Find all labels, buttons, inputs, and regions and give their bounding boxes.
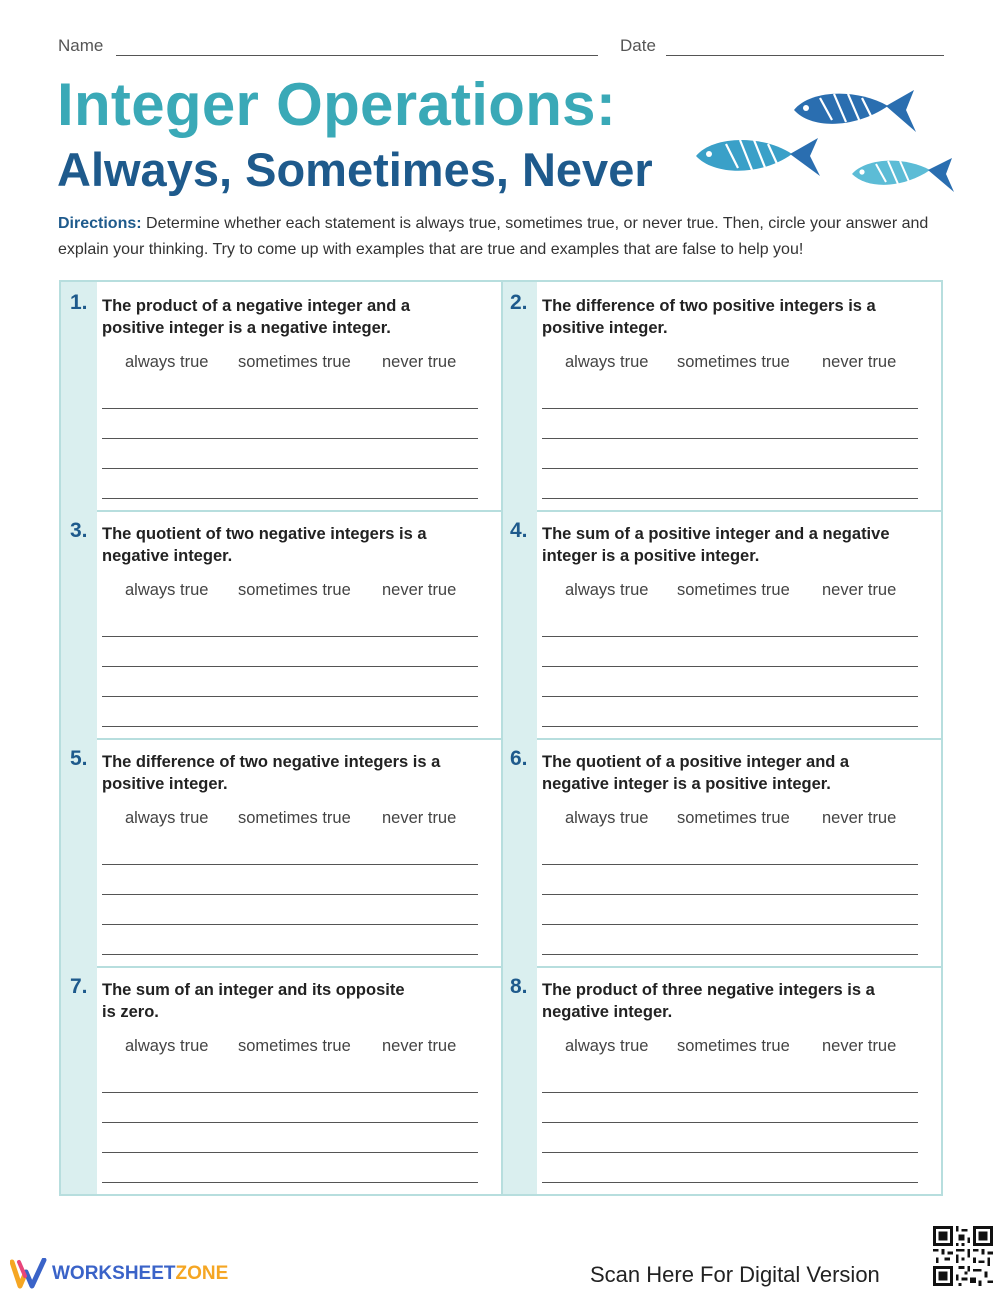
answer-line[interactable] xyxy=(542,438,918,439)
answer-line[interactable] xyxy=(542,864,918,865)
option-sometimes-true[interactable]: sometimes true xyxy=(677,353,790,371)
answer-line[interactable] xyxy=(542,636,918,637)
number-band xyxy=(501,510,537,738)
worksheet-zone-logo-icon xyxy=(10,1258,48,1290)
directions-text: Determine whether each statement is always true, sometimes true, or never true. Then, circle your answer and explain your thinking. Try to come up with examples that are true and examples that are false to help you! xyxy=(58,215,929,258)
option-always-true[interactable]: always true xyxy=(565,809,649,827)
answer-line[interactable] xyxy=(102,498,478,499)
date-field[interactable] xyxy=(666,55,944,56)
answer-line[interactable] xyxy=(102,1092,478,1093)
option-always-true[interactable]: always true xyxy=(125,353,209,371)
answer-line[interactable] xyxy=(102,438,478,439)
number-band xyxy=(61,282,97,510)
answer-line[interactable] xyxy=(102,954,478,955)
number-band xyxy=(61,738,97,966)
question-number: 2. xyxy=(510,291,528,314)
option-never-true[interactable]: never true xyxy=(382,581,457,599)
option-always-true[interactable]: always true xyxy=(565,581,649,599)
question-cell-8 xyxy=(501,966,941,1194)
name-date-header xyxy=(58,36,944,60)
option-sometimes-true[interactable]: sometimes true xyxy=(238,1037,351,1055)
column-divider xyxy=(501,282,503,1194)
option-never-true[interactable]: never true xyxy=(822,809,897,827)
question-statement: The sum of a positive integer and a negative integer is a positive integer. xyxy=(542,525,890,565)
question-number: 6. xyxy=(510,747,528,770)
answer-line[interactable] xyxy=(542,468,918,469)
option-never-true[interactable]: never true xyxy=(382,1037,457,1055)
directions-label: Directions: xyxy=(58,215,142,232)
number-band xyxy=(61,966,97,1194)
number-band xyxy=(501,282,537,510)
page-subtitle: Always, Sometimes, Never xyxy=(57,143,653,196)
number-band xyxy=(61,510,97,738)
number-band xyxy=(501,738,537,966)
answer-line[interactable] xyxy=(102,894,478,895)
question-statement: The difference of two negative integers is a positive integer. xyxy=(102,753,441,793)
brand-logo-text xyxy=(52,1263,228,1285)
answer-line[interactable] xyxy=(542,954,918,955)
answer-line[interactable] xyxy=(102,726,478,727)
answer-line[interactable] xyxy=(102,636,478,637)
option-sometimes-true[interactable]: sometimes true xyxy=(238,353,351,371)
option-always-true[interactable]: always true xyxy=(565,1037,649,1055)
option-sometimes-true[interactable]: sometimes true xyxy=(677,1037,790,1055)
question-cell-4 xyxy=(501,510,941,738)
option-sometimes-true[interactable]: sometimes true xyxy=(677,581,790,599)
option-never-true[interactable]: never true xyxy=(382,809,457,827)
option-sometimes-true[interactable]: sometimes true xyxy=(238,581,351,599)
answer-line[interactable] xyxy=(542,408,918,409)
answer-line[interactable] xyxy=(542,894,918,895)
answer-line[interactable] xyxy=(102,924,478,925)
answer-line[interactable] xyxy=(542,1152,918,1153)
brand-word-2: ZONE xyxy=(175,1263,229,1284)
question-statement: The product of a negative integer and a positive integer is a negative integer. xyxy=(102,297,411,337)
option-sometimes-true[interactable]: sometimes true xyxy=(238,809,351,827)
answer-line[interactable] xyxy=(542,726,918,727)
option-always-true[interactable]: always true xyxy=(125,1037,209,1055)
option-sometimes-true[interactable]: sometimes true xyxy=(677,809,790,827)
answer-line[interactable] xyxy=(542,666,918,667)
question-number: 3. xyxy=(70,519,88,542)
question-number: 4. xyxy=(510,519,528,542)
fish-illustration-icon xyxy=(848,152,958,196)
option-never-true[interactable]: never true xyxy=(822,353,897,371)
question-statement: The sum of an integer and its opposite is zero. xyxy=(102,981,405,1021)
question-statement: The quotient of a positive integer and a negative integer is a positive integer. xyxy=(542,753,850,793)
option-never-true[interactable]: never true xyxy=(382,353,457,371)
page-title: Integer Operations: xyxy=(57,71,617,138)
question-cell-1 xyxy=(61,282,501,510)
brand-word-1: WORKSHEET xyxy=(52,1263,176,1284)
qr-code-icon[interactable] xyxy=(933,1226,993,1286)
answer-line[interactable] xyxy=(102,1152,478,1153)
question-cell-6 xyxy=(501,738,941,966)
question-number: 1. xyxy=(70,291,88,314)
question-number: 7. xyxy=(70,975,88,998)
option-never-true[interactable]: never true xyxy=(822,581,897,599)
answer-line[interactable] xyxy=(102,1182,478,1183)
number-band xyxy=(501,966,537,1194)
answer-line[interactable] xyxy=(542,1122,918,1123)
answer-line[interactable] xyxy=(102,468,478,469)
option-always-true[interactable]: always true xyxy=(125,581,209,599)
question-statement: The difference of two positive integers is a positive integer. xyxy=(542,297,876,337)
answer-line[interactable] xyxy=(102,696,478,697)
fish-illustration-icon xyxy=(692,128,822,184)
question-statement: The product of three negative integers is a negative integer. xyxy=(542,981,875,1021)
answer-line[interactable] xyxy=(542,498,918,499)
name-field[interactable] xyxy=(116,55,598,56)
answer-line[interactable] xyxy=(102,408,478,409)
question-cell-2 xyxy=(501,282,941,510)
question-cell-5 xyxy=(61,738,501,966)
scan-prompt: Scan Here For Digital Version xyxy=(590,1262,880,1287)
answer-line[interactable] xyxy=(542,1182,918,1183)
answer-line[interactable] xyxy=(542,924,918,925)
question-number: 8. xyxy=(510,975,528,998)
date-label: Date xyxy=(620,36,656,55)
option-always-true[interactable]: always true xyxy=(565,353,649,371)
option-never-true[interactable]: never true xyxy=(822,1037,897,1055)
answer-line[interactable] xyxy=(542,696,918,697)
option-always-true[interactable]: always true xyxy=(125,809,209,827)
question-cell-3 xyxy=(61,510,501,738)
answer-line[interactable] xyxy=(102,864,478,865)
question-cell-7 xyxy=(61,966,501,1194)
answer-line[interactable] xyxy=(102,666,478,667)
answer-line[interactable] xyxy=(542,1092,918,1093)
question-statement: The quotient of two negative integers is a negative integer. xyxy=(102,525,427,565)
name-label: Name xyxy=(58,36,104,55)
answer-line[interactable] xyxy=(102,1122,478,1123)
question-number: 5. xyxy=(70,747,88,770)
question-grid xyxy=(59,280,943,1196)
directions xyxy=(58,211,948,263)
